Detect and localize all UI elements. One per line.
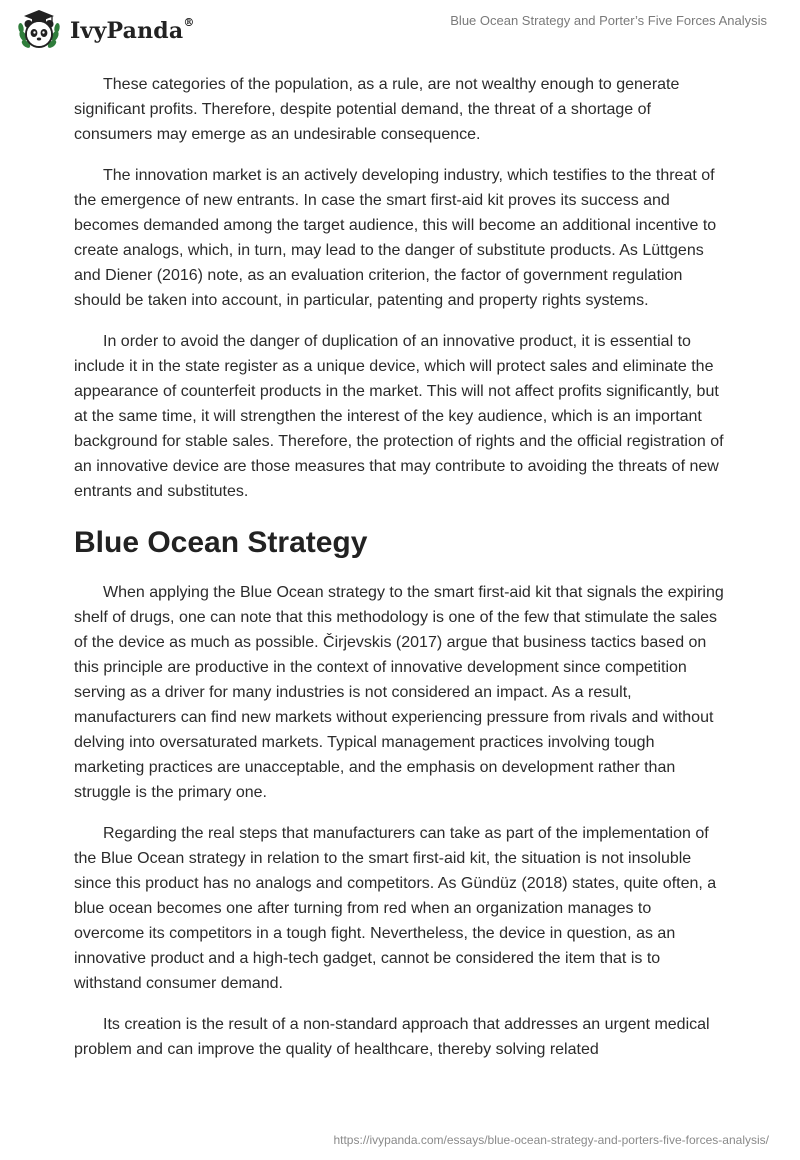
paragraph: The innovation market is an actively developing industry, which testifies to the threat of the emergence of new entrants. In case the smart first-aid kit proves its success and becomes demanded among the target audience, this will become an additional incentive to create analogs, which, in turn, may lead to the danger of substitute products. As Lüttgens and Diener (2016) note, as an evaluation criterion, the factor of government regulation should be taken into account, in particular, patenting and property rights systems. (74, 167, 717, 309)
paragraph: In order to avoid the danger of duplication of an innovative product, it is essential to include it in the state register as a unique device, which will protect sales and eliminate the appearance of counterfeit products in the market. This will not affect profits significantly, but at the same time, it will strengthen the interest of the key audience, which is an important background for stable sales. Therefore, the protection of rights and the official registration of an innovative device are those measures that may contribute to avoiding the threats of new entrants and substitutes. (74, 333, 724, 500)
paragraph: Regarding the real steps that manufacturers can take as part of the implementation of the Blue Ocean strategy in relation to the smart first-aid kit, the situation is not insoluble since this product has no analogs and competitors. As Gündüz (2018) states, quite often, a blue ocean becomes one after turning from red when an organization manages to overcome its competitors in a tough fight. Nevertheless, the device in question, as an innovative product and a high-tech gadget, cannot be considered the item that is to withstand consumer demand. (74, 825, 717, 992)
page-header (0, 0, 800, 60)
source-url[interactable]: https://ivypanda.com/essays/blue-ocean-strategy-and-porters-five-forces-analysis/ (333, 1133, 769, 1147)
paragraph: When applying the Blue Ocean strategy to the smart first-aid kit that signals the expiring shelf of drugs, one can note that this methodology is one of the few that stimulate the sales of the device as much as possible. Čirjevskis (2017) argue that business tactics based on this principle are productive in the context of innovative development since competition serving as a driver for many industries is not considered an impact. As a result, manufacturers can find new markets without experiencing pressure from rivals and without delving into oversaturated markets. Typical management practices involving tough marketing practices are unacceptable, and the emphasis on development rather than struggle is the primary one. (74, 584, 724, 801)
paragraph: These categories of the population, as a rule, are not wealthy enough to generate significant profits. Therefore, despite potential demand, the threat of a shortage of consumers may emerge as an undesirable consequence. (74, 76, 680, 143)
brand-name: IvyPanda® (70, 16, 195, 44)
document-title: Blue Ocean Strategy and Porter’s Five Forces Analysis (450, 13, 767, 28)
section-heading: Blue Ocean Strategy (74, 526, 368, 559)
article-body (74, 72, 724, 1078)
logo[interactable] (14, 6, 195, 56)
panda-logo-icon (14, 6, 64, 56)
paragraph: Its creation is the result of a non-standard approach that addresses an urgent medical problem and can improve the quality of healthcare, thereby solving related (74, 1016, 710, 1058)
